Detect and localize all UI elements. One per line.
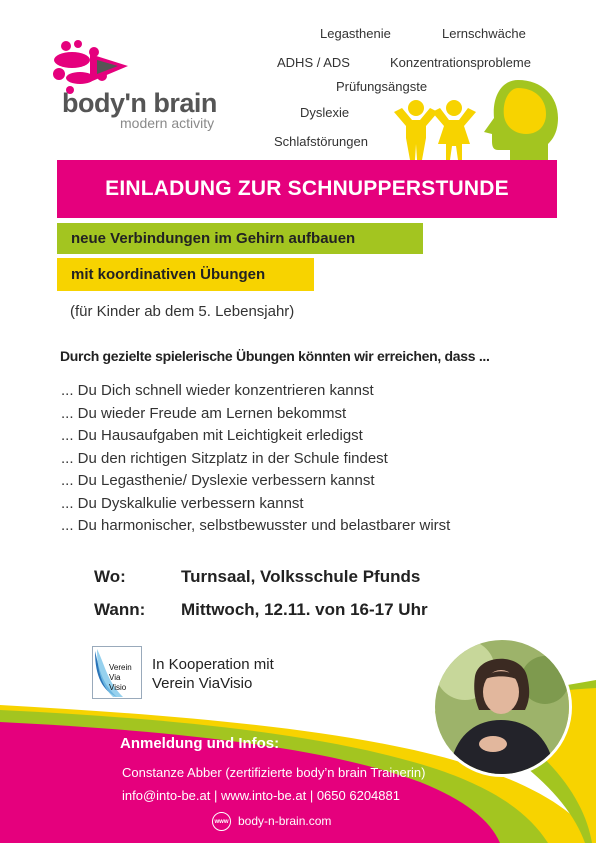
subheadline-yellow-banner: mit koordinativen Übungen xyxy=(57,258,314,291)
brand-name: body'n brain xyxy=(62,88,217,118)
contact-line: info@into-be.at | www.into-be.at | 0650 6204881 xyxy=(122,788,400,803)
age-note: (für Kinder ab dem 5. Lebensjahr) xyxy=(70,303,295,320)
benefit-item: ... Du Dich schnell wieder konzentrieren kannst xyxy=(61,382,374,399)
trainer-photo xyxy=(432,637,572,777)
benefit-item: ... Du den richtigen Sitzplatz in der Schule findest xyxy=(61,449,388,467)
intro-text: Durch gezielte spielerische Übungen könnten wir erreichen, dass ... xyxy=(60,348,490,364)
trainer-name: Constanze Abber (zertifizierte body’n brain Trainerin) xyxy=(122,765,426,780)
keyword-schlafstoerungen: Schlafstörungen xyxy=(274,134,368,149)
benefit-item: ... Du wieder Freude am Lernen bekommst xyxy=(61,404,347,422)
cooperation-text: In Kooperation mit Verein ViaVisio xyxy=(152,656,274,692)
keyword-adhs: ADHS / ADS xyxy=(277,55,350,70)
partner-logo-text: Verein Via Visio xyxy=(109,663,132,692)
partner-logo xyxy=(92,646,142,699)
benefit-item: ... Du harmonischer, selbstbewusster und belastbarer wirst xyxy=(61,517,451,534)
children-icon xyxy=(392,98,478,160)
head-brain-icon xyxy=(480,78,560,160)
where-value: Turnsaal, Volksschule Pfunds xyxy=(181,567,421,586)
keyword-lernschwaeche: Lernschwäche xyxy=(442,26,526,41)
subheadline-green-banner: neue Verbindungen im Gehirn aufbauen xyxy=(57,223,423,254)
benefit-item: ... Du Hausaufgaben mit Leichtigkeit erledigst xyxy=(61,427,363,444)
keyword-konzentration: Konzentrationsprobleme xyxy=(390,55,531,70)
www-globe-icon: www xyxy=(212,812,231,831)
brand-tagline: modern activity xyxy=(120,115,215,131)
keyword-legasthenie: Legasthenie xyxy=(320,26,391,41)
benefit-item: ... Du Legasthenie/ Dyslexie verbessern kannst xyxy=(61,472,375,489)
benefit-item: ... Du Dyskalkulie verbessern kannst xyxy=(61,494,304,512)
registration-title: Anmeldung und Infos: xyxy=(120,735,280,752)
website-link[interactable]: body-n-brain.com xyxy=(238,814,332,828)
benefits-list xyxy=(61,380,450,538)
headline-banner: EINLADUNG ZUR SCHNUPPERSTUNDE xyxy=(57,160,557,218)
keyword-pruefungsaengste: Prüfungsängste xyxy=(336,79,428,94)
when-label: Wann: xyxy=(94,600,146,619)
where-label: Wo: xyxy=(94,567,126,586)
keyword-dyslexie: Dyslexie xyxy=(300,105,350,120)
when-value: Mittwoch, 12.11. von 16-17 Uhr xyxy=(181,600,428,619)
trainer-portrait-icon xyxy=(435,640,569,774)
